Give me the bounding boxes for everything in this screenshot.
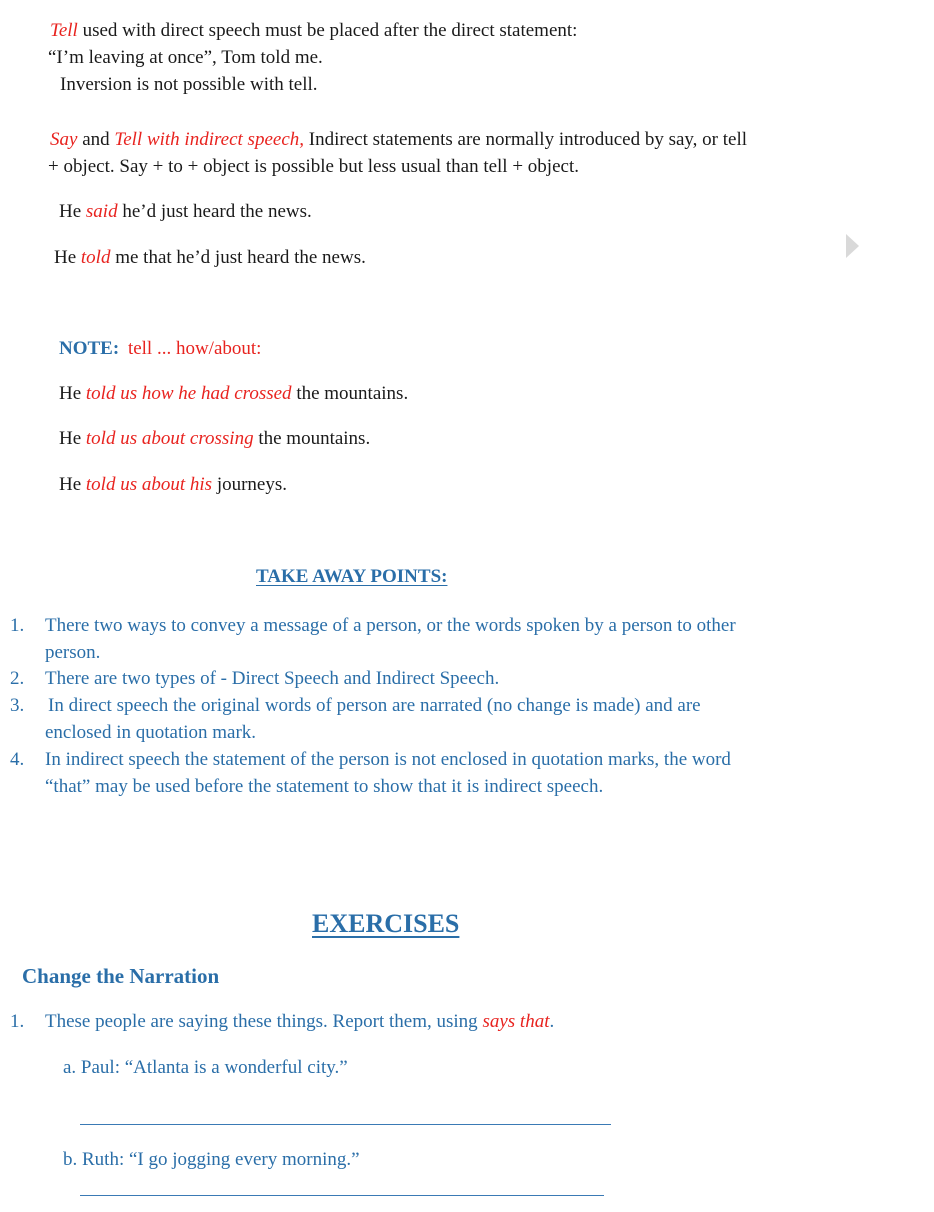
say-tell-line-2: + object. Say + to + object is possible but less usual than tell + object. [48,156,579,177]
takeaway-num-1: 1. [10,615,25,636]
say-word: Say [50,129,78,150]
said-post: he’d just heard the news. [117,201,312,222]
takeaway-text-2: There are two types of - Direct Speech and Indirect Speech. [45,668,500,689]
exercise-item-b: b. Ruth: “I go jogging every morning.” [63,1149,360,1170]
say-tell-line-1 [50,129,747,151]
answer-line-b[interactable] [80,1195,604,1196]
takeaway-num-4: 4. [10,749,25,770]
told-post: me that he’d just heard the news. [110,247,366,268]
note-label: NOTE: [59,338,120,359]
takeaway-text-1b: person. [45,642,101,663]
told-pre: He [54,247,81,268]
tell-indirect-phrase: Tell with indirect speech, [114,129,305,150]
tell-word: Tell [50,20,78,41]
note-ex2-post: the mountains. [253,428,371,449]
takeaway-num-3: 3. [10,695,25,716]
exercises-heading: EXERCISES [312,909,460,938]
exercise-num-1: 1. [10,1011,25,1032]
next-page-arrow-icon[interactable] [846,234,859,258]
note-ex2-pre: He [59,428,86,449]
takeaway-text-4a: In indirect speech the statement of the person is not enclosed in quotation marks, the word [45,749,731,770]
note-example-1 [59,383,408,405]
told-word: told [80,247,111,268]
note-text: tell ... how/about: [127,338,262,359]
tell-rule-text: used with direct speech must be placed after the direct statement: [77,20,578,41]
answer-line-a[interactable] [80,1124,611,1125]
takeaway-text-3a: In direct speech the original words of person are narrated (no change is made) and are [48,695,701,716]
said-example [59,201,312,223]
note-ex3-post: journeys. [212,474,287,495]
change-narration-heading: Change the Narration [22,964,220,988]
takeaway-num-2: 2. [10,668,25,689]
exercise-q1-end: . [549,1011,555,1032]
takeaway-heading: TAKE AWAY POINTS: [256,566,448,587]
said-word: said [85,201,118,222]
takeaway-text-1a: There two ways to convey a message of a person, or the words spoken by a person to other [45,615,736,636]
note-line [59,338,261,360]
say-tell-rest: Indirect statements are normally introduced by say, or tell [304,129,748,150]
note-ex2-red: told us about crossing [85,428,254,449]
note-ex1-red: told us how he had crossed [85,383,292,404]
exercise-item-a: a. Paul: “Atlanta is a wonderful city.” [63,1057,348,1078]
exercise-q1-main: These people are saying these things. Report them, using [45,1011,483,1032]
told-example [54,247,366,269]
takeaway-text-4b: “that” may be used before the statement to show that it is indirect speech. [45,776,604,797]
exercise-q1-red: says that [482,1011,550,1032]
note-ex3-pre: He [59,474,86,495]
note-example-3 [59,474,287,496]
note-ex1-pre: He [59,383,86,404]
exercise-q1-text [45,1011,554,1033]
takeaway-text-3b: enclosed in quotation mark. [45,722,257,743]
inversion-note: Inversion is not possible with tell. [60,74,318,95]
note-ex3-red: told us about his [85,474,213,495]
tell-rule-line [50,20,577,42]
tell-example: “I’m leaving at once”, Tom told me. [48,47,323,68]
and-word: and [77,129,115,150]
note-ex1-post: the mountains. [291,383,409,404]
said-pre: He [59,201,86,222]
note-example-2 [59,428,370,450]
